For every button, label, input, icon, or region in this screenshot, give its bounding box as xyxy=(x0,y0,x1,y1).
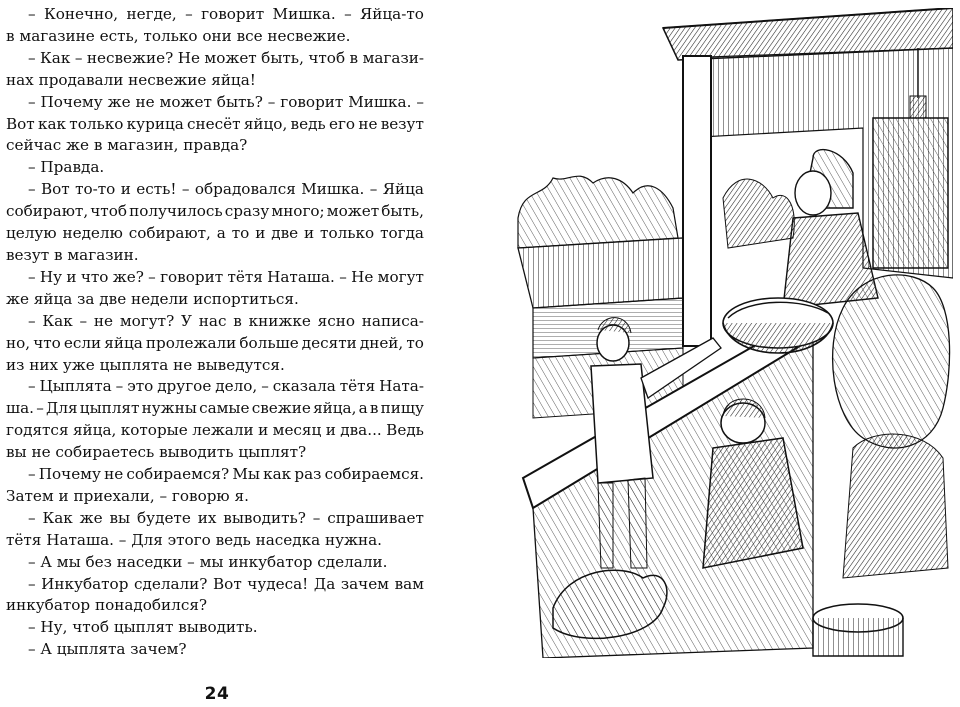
text-line: – Почему же не может быть? – говорит Мишка. – xyxy=(28,92,424,111)
text-line: – Как – несвежие? Не может быть, чтоб в магази- xyxy=(28,48,424,67)
text-line: из них уже цыплята не выведутся. xyxy=(6,355,285,374)
text-line: Вот как только курица снесёт яйцо, ведь его не везут xyxy=(6,114,424,133)
illustration-drawing xyxy=(513,8,953,658)
text-line: – Конечно, негде, – говорит Мишка. – Яйца-то xyxy=(28,5,424,23)
text-line: – Ну, чтоб цыплят выводить. xyxy=(28,618,258,637)
text-line: Затем и приехали, – говорю я. xyxy=(6,486,249,505)
text-line: в магазине есть, только они все несвежие. xyxy=(6,26,351,45)
text-line: инкубатор понадобился? xyxy=(6,596,208,615)
text-line: – Ну и что же? – говорит тётя Наташа. – Не могут xyxy=(28,267,424,286)
text-line: – А мы без наседки – мы инкубатор сделали. xyxy=(28,552,388,571)
page-number: 24 xyxy=(204,684,230,704)
text-line: годятся яйца, которые лежали и месяц и два... Ведь xyxy=(6,421,424,440)
text-line: – Как же вы будете их выводить? – спрашивает xyxy=(28,508,424,527)
text-line: сейчас же в магазин, правда? xyxy=(6,136,248,155)
text-line: – А цыплята зачем? xyxy=(28,640,187,659)
text-line: – Почему не собираемся? Мы как раз собираемся. xyxy=(28,465,424,484)
text-line: тётя Наташа. – Для этого ведь наседка нужна. xyxy=(6,530,383,549)
text-line: же яйца за две недели испортиться. xyxy=(6,289,299,308)
text-line: – Правда. xyxy=(28,158,105,177)
text-line: – Как – не могут? У нас в книжке ясно написа- xyxy=(28,311,424,330)
text-line: собирают, чтоб получилось сразу много; может быть, xyxy=(6,202,424,221)
text-line: везут в магазин. xyxy=(6,245,139,264)
text-line: ша. – Для цыплят нужны самые свежие яйца, а в пищу xyxy=(6,399,424,418)
body-text xyxy=(6,4,424,661)
text-line: вы не собираетесь выводить цыплят? xyxy=(6,443,307,462)
text-line: нах продавали несвежие яйца! xyxy=(6,70,256,89)
book-illustration xyxy=(513,8,953,658)
text-line: – Цыплята – это другое дело, – сказала тётя Ната- xyxy=(28,377,424,396)
text-line: но, что если яйца пролежали больше десяти дней, то xyxy=(6,333,424,352)
text-line: – Вот то-то и есть! – обрадовался Мишка. – Яйца xyxy=(28,180,424,199)
text-line: – Инкубатор сделали? Вот чудеса! Да зачем вам xyxy=(28,574,424,593)
text-line: целую неделю собирают, а то и две и только тогда xyxy=(6,224,424,243)
